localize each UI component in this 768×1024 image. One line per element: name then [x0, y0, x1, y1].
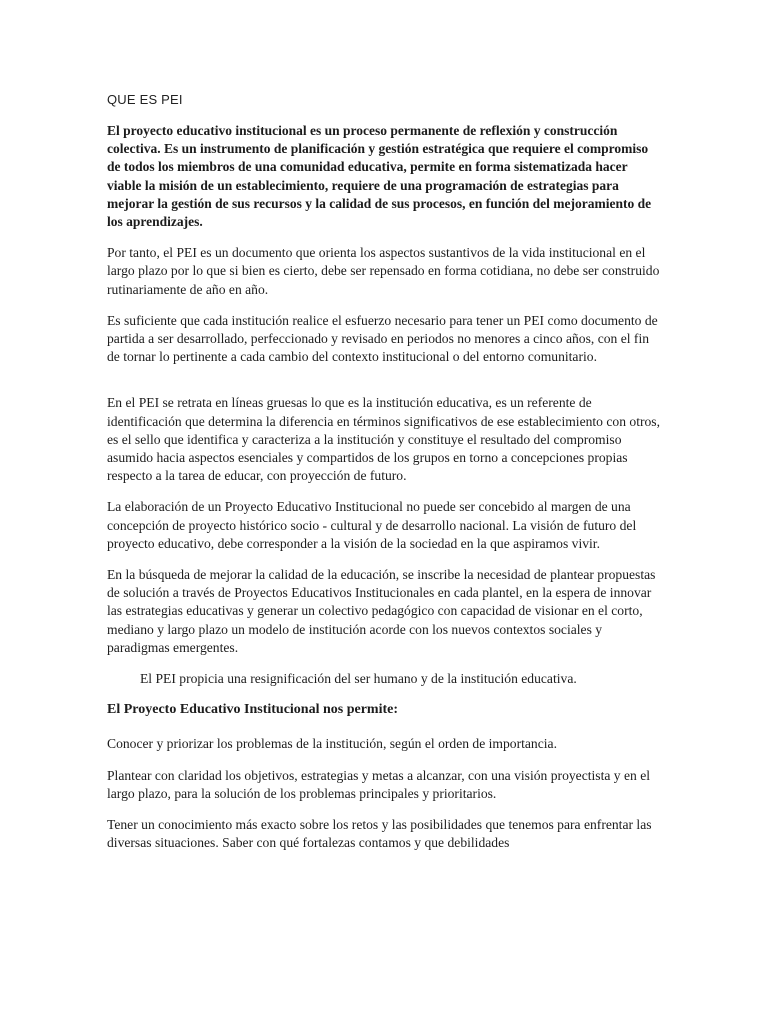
paragraph-5: En la búsqueda de mejorar la calidad de la educación, se inscribe la necesidad de plantear propuestas de solución a través de Proyectos Educativos Institucionales en cada plantel, en la espera de innovar las estrategias educativas y generar un colectivo pedagógico con capacidad de visionar en el corto, mediano y largo plazo un modelo de institución acorde con los nuevos contextos sociales y paradigmas emergentes.	[107, 567, 656, 655]
subheading: El Proyecto Educativo Institucional nos permite:	[107, 702, 399, 718]
paragraph-6: El PEI propicia una resignificación del ser humano y de la institución educativa.	[140, 671, 577, 687]
list-paragraph-1: Conocer y priorizar los problemas de la institución, según el orden de importancia.	[107, 736, 557, 752]
paragraph-4: La elaboración de un Proyecto Educativo Institucional no puede ser concebido al margen de una concepción de proyecto histórico socio - cultural y de desarrollo nacional. La visión de futuro del proyecto educativo, debe corresponder a la visión de la sociedad en la que aspiramos vivir.	[107, 499, 637, 551]
list-paragraph-2: Plantear con claridad los objetivos, estrategias y metas a alcanzar, con una visión proyectista y en el largo plazo, para la solución de los problemas principales y prioritarios.	[107, 767, 651, 801]
paragraph-1: Por tanto, el PEI es un documento que orienta los aspectos sustantivos de la vida institucional en el largo plazo por lo que si bien es cierto, debe ser repensado en forma cotidiana, no debe ser construido rutinariamente de año en año.	[107, 245, 660, 297]
paragraph-2: Es suficiente que cada institución realice el esfuerzo necesario para tener un PEI como documento de partida a ser desarrollado, perfeccionado y revisado en periodos no menores a cinco años, con el fin de tornar lo pertinente a cada cambio del contexto institucional o del entorno comunitario.	[107, 312, 658, 365]
list-paragraph-3: Tener un conocimiento más exacto sobre los retos y las posibilidades que tenemos para enfrentar las diversas situaciones. Saber con qué fortalezas contamos y que debilidades	[107, 817, 652, 851]
document-title: QUE ES PEI	[107, 92, 183, 107]
intro-paragraph: El proyecto educativo institucional es un proceso permanente de reflexión y construcción colectiva. Es un instrumento de planificación y gestión estratégica que requiere el compromiso de todos los miembros de una comunidad educativa, permite en forma sistematizada hacer viable la misión de un establecimiento, requiere de una programación de estrategias para mejorar la gestión de sus recursos y la calidad de sus procesos, en función del mejoramiento de los aprendizajes.	[107, 123, 652, 230]
document-content	[107, 91, 662, 866]
paragraph-3: En el PEI se retrata en líneas gruesas lo que es la institución educativa, es un referente de identificación que determina la diferencia en términos significativos de ese establecimiento con otros, es el sello que identifica y caracteriza a la institución y constituye el resultado del compromiso asumido hacia aspectos esenciales y compartidos de los grupos en torno a concepciones propias respecto a la tarea de educar, con proyección de futuro.	[107, 395, 660, 484]
